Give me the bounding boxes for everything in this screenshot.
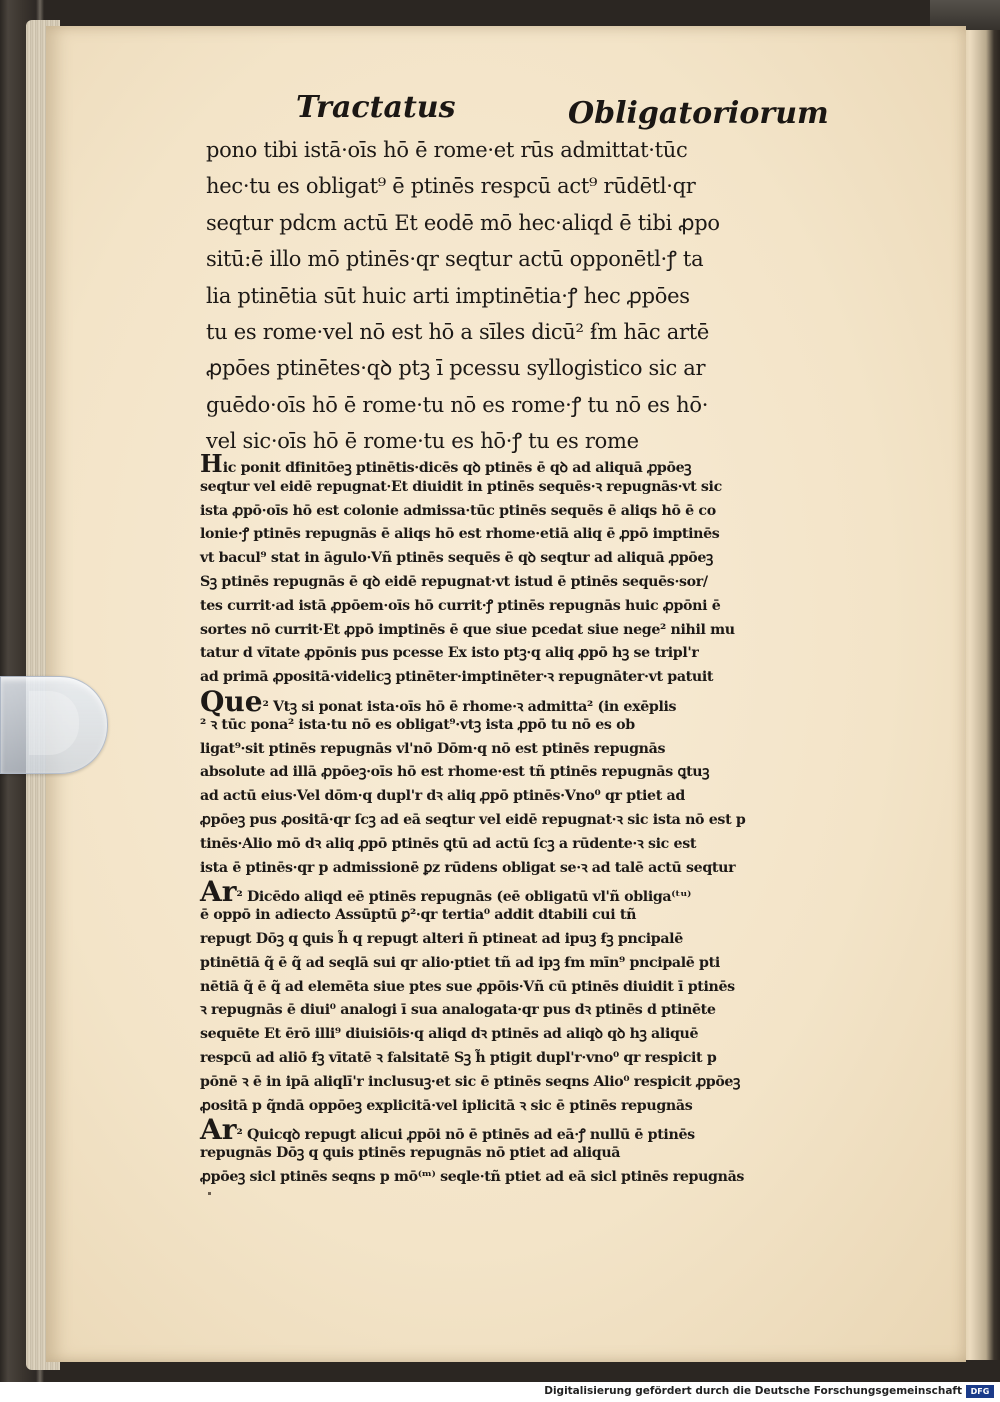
commentary-line: respcū ad aliō ẜꝫ vītatē ꝛ falsitatē Sꝫ h̃ ptigit dupl'r·vno⁰ qr respicit p	[200, 1049, 717, 1066]
commentary-line	[200, 1113, 800, 1147]
commentary-line: tes currit·ad istā ꝓpōem·oīs hō currit·ꝭ ptinēs repugnās huic ꝓpōni ē	[200, 597, 721, 614]
commentary-line: sequēte Et ērō illi⁹ diuisiōis·q aliqd dꝛ ptinēs ad aliqꝺ qꝺ hꝫ aliquē	[200, 1026, 699, 1043]
commentary-text: ² Quicqꝺ repugt alicui ꝓpōi nō ē ptinēs ad eā·ꝭ nullū ē ptinēs	[236, 1127, 695, 1144]
main-text-line: ꝓpōes ptinētes·qꝺ ptꝫ ī pcessu syllogistico sic ar	[206, 356, 706, 381]
commentary-line: ligat⁹·sit ptinēs repugnās vl'nō Dōm·q nō est ptinēs repugnās	[200, 740, 666, 757]
commentary-line: tatur d vītate ꝓpōnis pus pcesse Ex isto ptꝫ·q aliq ꝓpō hꝫ se tripl'r	[200, 645, 699, 662]
commentary-line	[200, 875, 800, 909]
main-text-block	[206, 132, 806, 460]
ink-speck	[208, 1192, 211, 1195]
commentary-line	[200, 449, 800, 478]
right-page-stack	[960, 30, 1000, 1360]
commentary-line: lonie·ꝭ ptinēs repugnās ē aliqs hō est rhome·etiā aliq ē ꝓpō imptinēs	[200, 526, 720, 543]
commentary-line: Sꝫ ptinēs repugnās ē qꝺ eidē repugnat·vt istud ē ptinēs sequēs·sor/	[200, 573, 708, 590]
commentary-block	[200, 449, 800, 1190]
initial-ar: Ar	[200, 1113, 237, 1147]
commentary-line: ē oppō in adiecto Assūptū ꝑ²·qr tertia⁰ addit dtabili cui tñ	[200, 907, 637, 924]
main-text-line: lia ptinētia sūt huic arti imptinētia·ꝭ hec ꝓpōes	[206, 283, 690, 308]
main-text-line: seqtur pdcm actū Et eodē mō hec·aliqd ē tibi ꝓpo	[206, 210, 720, 235]
commentary-text: ² Vtꝫ si ponat ista·oīs hō ē rhome·ꝛ admitta² (in exēplis	[262, 698, 677, 715]
funding-note: Digitalisierung gefördert durch die Deutsche Forschungsgemeinschaft	[544, 1385, 962, 1397]
commentary-line: ad primā ꝓpositā·videlicꝫ ptinēter·imptinēter·ꝛ repugnāter·vt patuit	[200, 669, 714, 686]
commentary-text: ² Dicēdo aliqd eē ptinēs repugnās (eē obligatū vl'ñ obliga⁽ᵗᵘ⁾	[236, 889, 691, 906]
commentary-line: seqtur vel eidē repugnat·Et diuidit in ptinēs sequēs·ꝛ repugnās·vt sic	[200, 478, 722, 495]
main-text-line: pono tibi istā·oīs hō ē rome·et rūs admittat·tūc	[206, 138, 688, 162]
commentary-line: ista ē ptinēs·qr p admissionē ꝑz rūdens obligat se·ꝛ ad talē actū seqtur	[200, 859, 736, 876]
dfg-logo: DFG	[966, 1385, 994, 1398]
running-title-left: Tractatus	[296, 90, 456, 125]
commentary-line: ptinētiā q̃ ē q̃ ad seqlā sui qr alio·ptiet tñ ad ipꝫ ẜm mīn⁹ pncipalē pti	[200, 954, 720, 971]
main-text-line: sitū:ē illo mō ptinēs·qr seqtur actū opponētl·ꝭ ta	[206, 247, 704, 272]
commentary-line: ² ꝛ tūc pona² ista·tu nō es obligat⁹·vtꝫ ista ꝓpō tu nō es ob	[200, 716, 635, 733]
initial-letter: H	[200, 449, 223, 478]
commentary-line	[200, 684, 800, 718]
main-text-line: hec·tu es obligat⁹ ē ptinēs respcū act⁹ rūdētl·qr	[206, 174, 696, 199]
commentary-text: ic ponit dfinitōeꝫ ptinētis·dicēs qꝺ ptinēs ē qꝺ ad aliquā ꝓpōeꝫ	[222, 460, 692, 476]
commentary-line: absolute ad illā ꝓpōeꝫ·oīs hō est rhome·est tñ ptinēs repugnās ꝗtuꝫ	[200, 764, 710, 781]
commentary-line: ꝛ repugnās ē diui⁰ analogi ī sua analogata·qr pus dꝛ ptinēs d ptinēte	[200, 1002, 716, 1019]
commentary-line: sortes nō currit·Et ꝓpō imptinēs ē que siue pcedat siue nege² nihil mu	[200, 621, 735, 638]
commentary-line: ista ꝓpō·oīs hō est colonie admissa·tūc ptinēs sequēs ē aliqs hō ē co	[200, 502, 716, 519]
main-text-line: tu es rome·vel nō est hō a sīles dicū² ẜm hāc artē	[206, 319, 709, 344]
commentary-line: repugt Dōꝫ q ꝗuis h̃ q repugt alteri ñ ptineat ad ipuꝫ ẜꝫ pncipalē	[200, 930, 683, 947]
commentary-line: ad actū eius·Vel dōm·q dupl'r dꝛ aliq ꝓpō ptinēs·Vno⁰ qr ptiet ad	[200, 788, 685, 805]
commentary-line: nētiā q̃ ē q̃ ad elemēta siue ptes sue ꝓpōis·Vñ cū ptinēs diuidit ī ptinēs	[200, 978, 735, 995]
main-text-line: vel sic·oīs hō ē rome·tu es hō·ꝭ tu es rome	[206, 429, 639, 454]
commentary-line: ꝓpōeꝫ sicl ptinēs seqns p mō⁽ᵐ⁾ seqle·tñ ptiet ad eā sicl ptinēs repugnās	[200, 1168, 745, 1185]
commentary-line: pōnē ꝛ ē in ipā aliqlī'r inclusuꝫ·et sic ē ptinēs seqns Alio⁰ respicit ꝓpōeꝫ	[200, 1073, 741, 1090]
commentary-line: tinēs·Alio mō dꝛ aliq ꝓpō ptinēs ꝗtū ad actū ſcꝫ a rūdente·ꝛ sic est	[200, 835, 697, 852]
clip-highlight	[29, 691, 79, 755]
commentary-line: repugnās Dōꝫ q ꝗuis ptinēs repugnās nō ptiet ad aliquā	[200, 1145, 621, 1162]
commentary-line: ꝓpōeꝫ pus ꝓositā·qr ſcꝫ ad eā seqtur vel eidē repugnat·ꝛ sic ista nō est p	[200, 811, 746, 828]
running-title-right: Obligatoriorum	[568, 96, 829, 131]
plastic-page-clip	[0, 676, 108, 774]
commentary-line: vt bacul⁹ stat in āgulo·Vñ ptinēs sequēs ē qꝺ seqtur ad aliquā ꝓpōeꝫ	[200, 550, 713, 567]
commentary-line: ꝓositā p q̃ndā oppōeꝫ explicitā·vel iplicitā ꝛ sic ē ptinēs repugnās	[200, 1097, 693, 1114]
initial-que: Que	[200, 684, 263, 718]
main-text-line: guēdo·oīs hō ē rome·tu nō es rome·ꝭ tu nō es hō·	[206, 392, 709, 417]
initial-ar: Ar	[200, 875, 237, 909]
